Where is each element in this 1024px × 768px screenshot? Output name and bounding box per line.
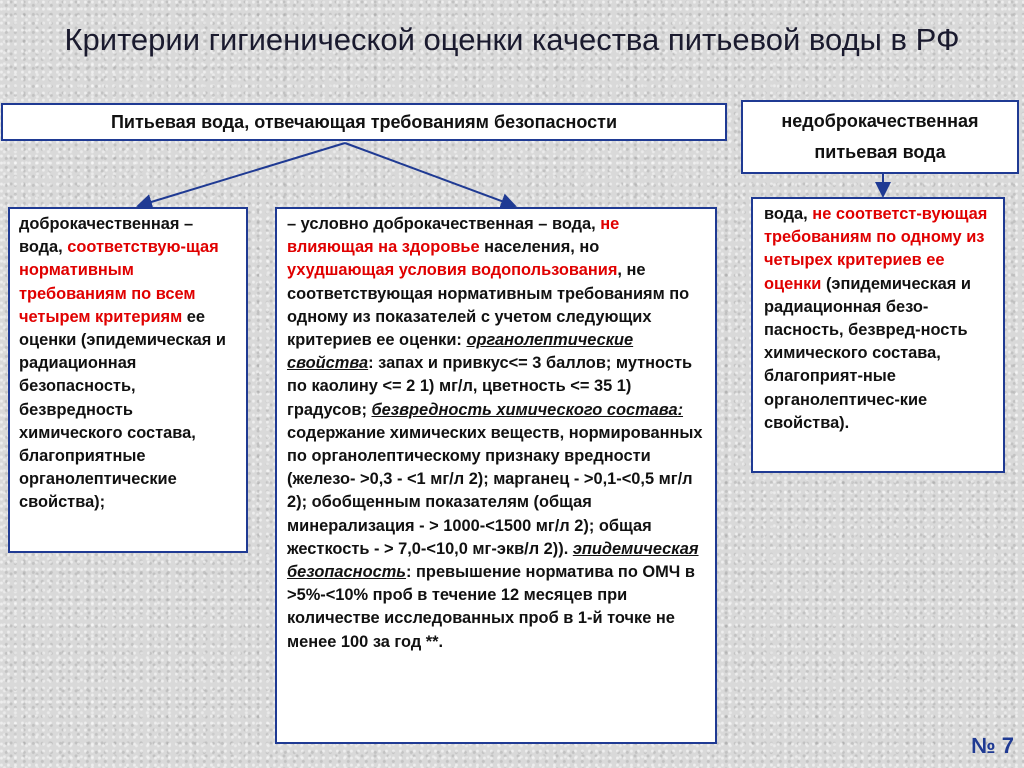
good-water-text-2: ее оценки (эпидемическая и радиационная безопасность, безвредность химического состава, благоприятные органолептические свойства); [19,307,226,512]
cond-water-highlight-2: ухудшающая условия водопользования [287,261,618,280]
poor-water-highlight: не соответст-вующая требованиям по одному из четырех критериев ее оценки [764,205,988,293]
epidemic-safety-text: : превышение норматива по ОМЧ в >5%-<10% проб в течение 12 месяцев при количестве исследованных проб в 1-й точке не менее 100 за год **. [287,563,695,651]
poor-water-text-2: (эпидемическая и радиационная безо-пасность, безвред-ность химического состава, благоприят-ные органолептичес-кие свойства). [764,274,971,432]
cond-water-text-1: – условно доброкачественная – вода, [287,215,601,233]
page-title: Критерии гигиенической оценки качества питьевой воды в РФ [64,22,960,57]
cond-water-highlight-1: не влияющая на здоровье [287,215,620,257]
epidemic-safety-heading: эпидемическая безопасность [287,539,699,582]
organoleptic-heading: органолептические свойства [287,331,634,373]
safe-water-header-text: Питьевая вода, отвечающая требованиям безопасности [110,112,618,132]
good-quality-water-box [8,207,248,553]
arrow-to-good-water [138,143,345,206]
poor-quality-header-line1: недоброкачественная [781,111,979,131]
cond-water-text-3: , не соответствующая нормативным требованиям по одному из показателей с учетом следующих критериев ее оценки: [287,261,690,350]
conditionally-good-water-box [275,207,717,744]
good-water-highlight: соответствую-щая нормативным требованиям по всем четырем критериям [19,238,219,326]
organoleptic-text: : запах и привкус<= 3 баллов; мутность по каолину <= 2 1) мг/л, цветность <= 35 1) градусов; [287,354,693,419]
good-water-text-1: доброкачественная – вода, [19,215,194,257]
chemical-safety-text: содержание химических веществ, нормированных по органолептическому признаку вредности (железо- >0,3 - <1 мг/л 2); марганец - >0,1-<0,5 мг/л 2); обобщенным показателям (общая минерализация - > 1000-<1500 мг/л 2); общая жесткость - > 7,0-<10,0 мг-экв/л 2)). [287,423,703,558]
poor-quality-water-header [741,100,1019,174]
safe-water-header [1,103,727,141]
arrow-to-conditional-water [345,143,515,206]
chemical-safety-heading: безвредность химического состава: [371,400,684,419]
poor-quality-water-box [751,197,1005,473]
cond-water-text-2: населения, но [479,238,600,257]
poor-water-text-1: вода, [764,205,813,223]
poor-quality-header-line2: питьевая вода [814,142,946,162]
page-number: № 7 [971,733,1014,758]
